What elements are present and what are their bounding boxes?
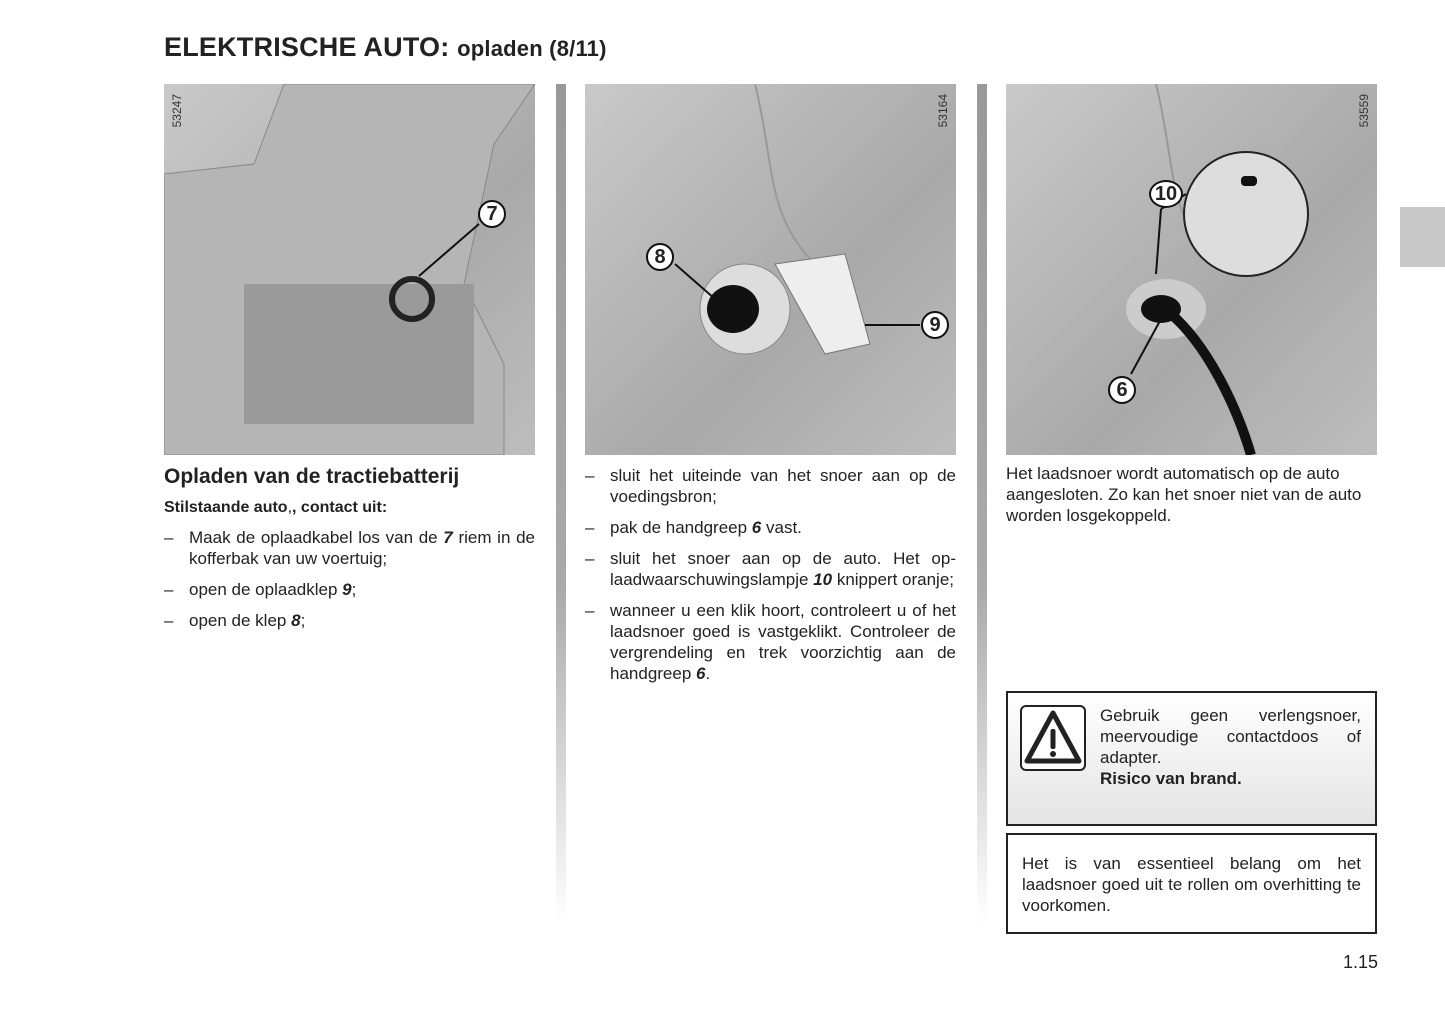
illustration-ref: 53164 <box>936 94 950 128</box>
list-item: – open de oplaadklep 9; <box>164 579 535 600</box>
list-item: – sluit het snoer aan op de auto. Het oplaadwaarschuwingslampje 10 knippert oranje; <box>585 548 956 590</box>
plug-drawing <box>1006 84 1377 455</box>
column-divider <box>556 84 566 924</box>
page-title <box>164 32 607 63</box>
flap-drawing <box>585 84 956 455</box>
callout-8: 8 <box>646 243 674 271</box>
warning-text: Gebruik geen verlengsnoer, meervoudige contactdoos of adapter. <box>1100 706 1361 767</box>
warning-bold: Risico van brand. <box>1100 769 1242 788</box>
list-item: – sluit het uiteinde van het snoer aan op de voedingsbron; <box>585 465 956 507</box>
illustration-ref: 53247 <box>170 94 184 128</box>
subheading-part: , contact uit: <box>292 499 388 516</box>
column-divider <box>977 84 987 924</box>
illustration-plug-connected <box>1006 84 1377 455</box>
callout-10: 10 <box>1149 180 1183 208</box>
note-text: Het is van essentieel belang om het laadsnoer goed uit te rollen om overhitting te voorkomen. <box>1022 854 1361 915</box>
note-box <box>1006 833 1377 934</box>
list-item: – wanneer u een klik hoort, controleert u of het laadsnoer goed is vastgeklikt. Controleer de vergrendeling en trek voorzichtig aan de handgreep 6. <box>585 600 956 684</box>
list-item: – pak de handgreep 6 vast. <box>585 517 956 538</box>
illustration-charge-flap <box>585 84 956 455</box>
title-sub: opladen (8/11) <box>457 36 607 61</box>
warning-triangle-icon <box>1020 705 1086 771</box>
column-3 <box>1006 84 1377 526</box>
section-heading: Opladen van de tractiebatterij <box>164 465 460 488</box>
page-number: 1.15 <box>1343 952 1379 972</box>
title-main: ELEKTRISCHE AUTO: <box>164 32 450 62</box>
steps-list <box>164 527 535 631</box>
callout-6: 6 <box>1108 376 1136 404</box>
list-item: – open de klep 8; <box>164 610 535 631</box>
column-2 <box>585 84 956 684</box>
section-tab <box>1400 207 1445 267</box>
column-1 <box>164 84 535 631</box>
subheading: Stilstaande auto,, contact uit: <box>164 499 388 516</box>
list-item: – Maak de oplaadkabel los van de 7 riem in de kofferbak van uw voertuig; <box>164 527 535 569</box>
trunk-drawing <box>164 84 535 455</box>
callout-9: 9 <box>921 311 949 339</box>
illustration-ref: 53559 <box>1357 94 1371 128</box>
callout-7: 7 <box>478 200 506 228</box>
illustration-trunk <box>164 84 535 455</box>
warning-box <box>1006 691 1377 826</box>
steps-list <box>585 465 956 684</box>
paragraph: Het laadsnoer wordt automatisch op de auto aangesloten. Zo kan het snoer niet van de auto worden losgekoppeld. <box>1006 464 1362 525</box>
subheading-part: Stilstaande auto <box>164 499 288 516</box>
